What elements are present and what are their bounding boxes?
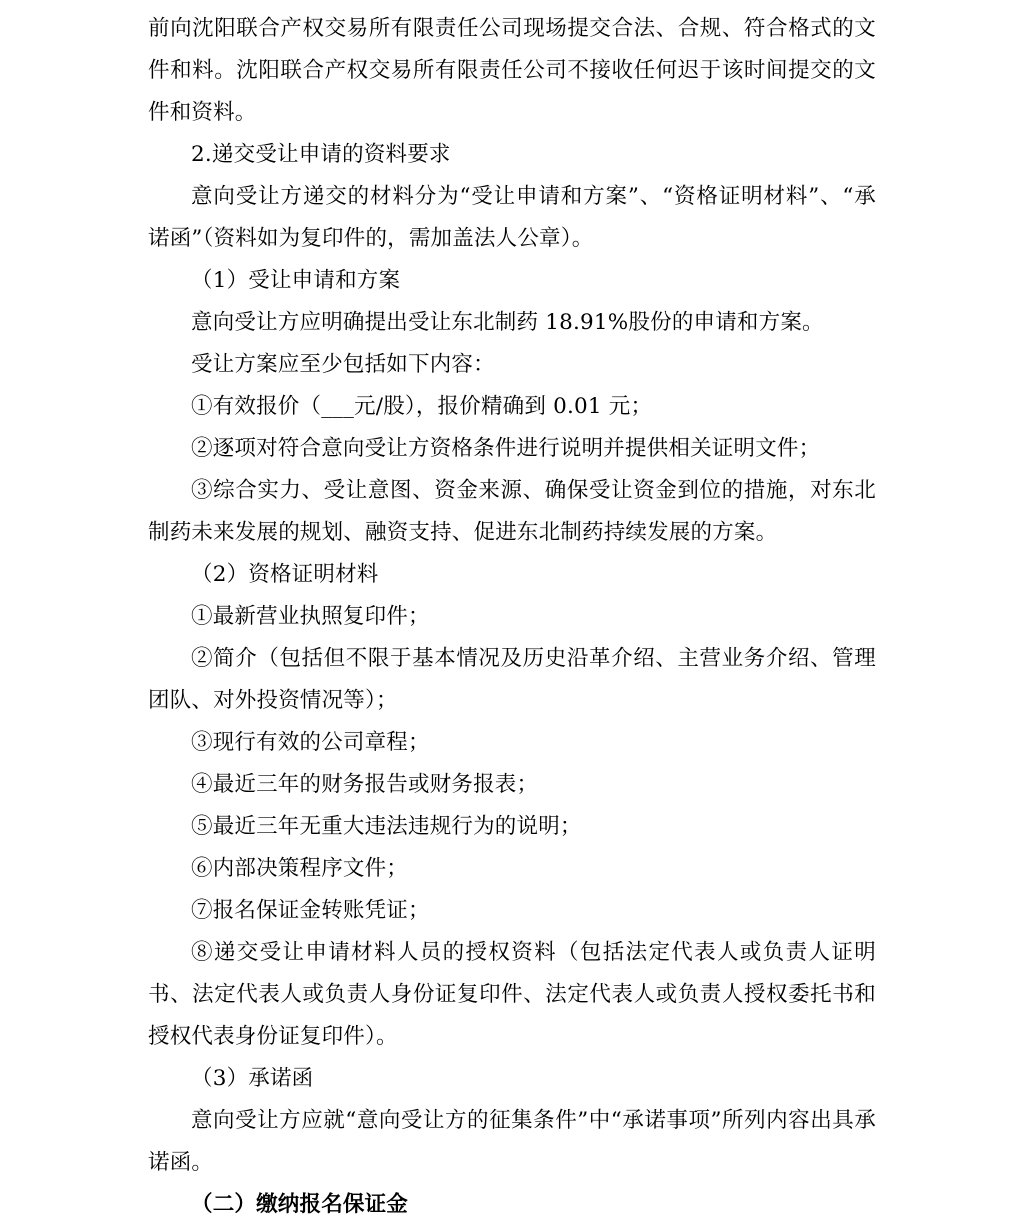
paragraph-qual-point-4: ④最近三年的财务报告或财务报表； xyxy=(191,772,539,797)
paragraph-plan-point-1: ①有效报价（___元/股），报价精确到 0.01 元； xyxy=(191,394,653,419)
paragraph-item-2-title: （2）资格证明材料 xyxy=(191,562,379,587)
document-body xyxy=(148,8,876,1226)
paragraph-qual-point-8: ⑧递交受让申请材料人员的授权资料（包括法定代表人或负责人证明书、法定代表人或负责人身份证复印件、法定代表人或负责人授权委托书和授权代表身份证复印件）。 xyxy=(148,940,876,1049)
paragraph-qual-point-6: ⑥内部决策程序文件； xyxy=(191,856,409,881)
paragraph-item-1-desc: 意向受让方应明确提出受让东北制药 18.91%股份的申请和方案。 xyxy=(191,310,824,335)
paragraph-materials-categories: 意向受让方递交的材料分为“受让申请和方案”、“资格证明材料”、“承诺函”（资料如为复印件的，需加盖法人公章）。 xyxy=(148,184,876,251)
paragraph-plan-point-2: ②逐项对符合意向受让方资格条件进行说明并提供相关证明文件； xyxy=(191,436,821,461)
paragraph-section-2-title: 2.递交受让申请的资料要求 xyxy=(191,142,451,167)
paragraph-plan-point-3: ③综合实力、受让意图、资金来源、确保受让资金到位的措施，对东北制药未来发展的规划、融资支持、促进东北制药持续发展的方案。 xyxy=(148,478,876,545)
paragraph-qual-point-1: ①最新营业执照复印件； xyxy=(191,604,430,629)
paragraph-qual-point-3: ③现行有效的公司章程； xyxy=(191,730,430,755)
paragraph-plan-intro: 受让方案应至少包括如下内容： xyxy=(191,352,495,377)
paragraph-qual-point-5: ⑤最近三年无重大违法违规行为的说明； xyxy=(191,814,582,839)
paragraph-item-3-desc: 意向受让方应就“意向受让方的征集条件”中“承诺事项”所列内容出具承诺函。 xyxy=(148,1108,876,1175)
paragraph-continued-deadline: 前向沈阳联合产权交易所有限责任公司现场提交合法、合规、符合格式的文件和料。沈阳联合产权交易所有限责任公司不接收任何迟于该时间提交的文件和资料。 xyxy=(148,16,876,125)
paragraph-qual-point-7: ⑦报名保证金转账凭证； xyxy=(191,898,430,923)
paragraph-item-3-title: （3）承诺函 xyxy=(191,1066,314,1091)
paragraph-qual-point-2: ②简介（包括但不限于基本情况及历史沿革介绍、主营业务介绍、管理团队、对外投资情况等）； xyxy=(148,646,876,713)
paragraph-item-1-title: （1）受让申请和方案 xyxy=(191,268,401,293)
heading-section-two: （二）缴纳报名保证金 xyxy=(191,1192,409,1217)
